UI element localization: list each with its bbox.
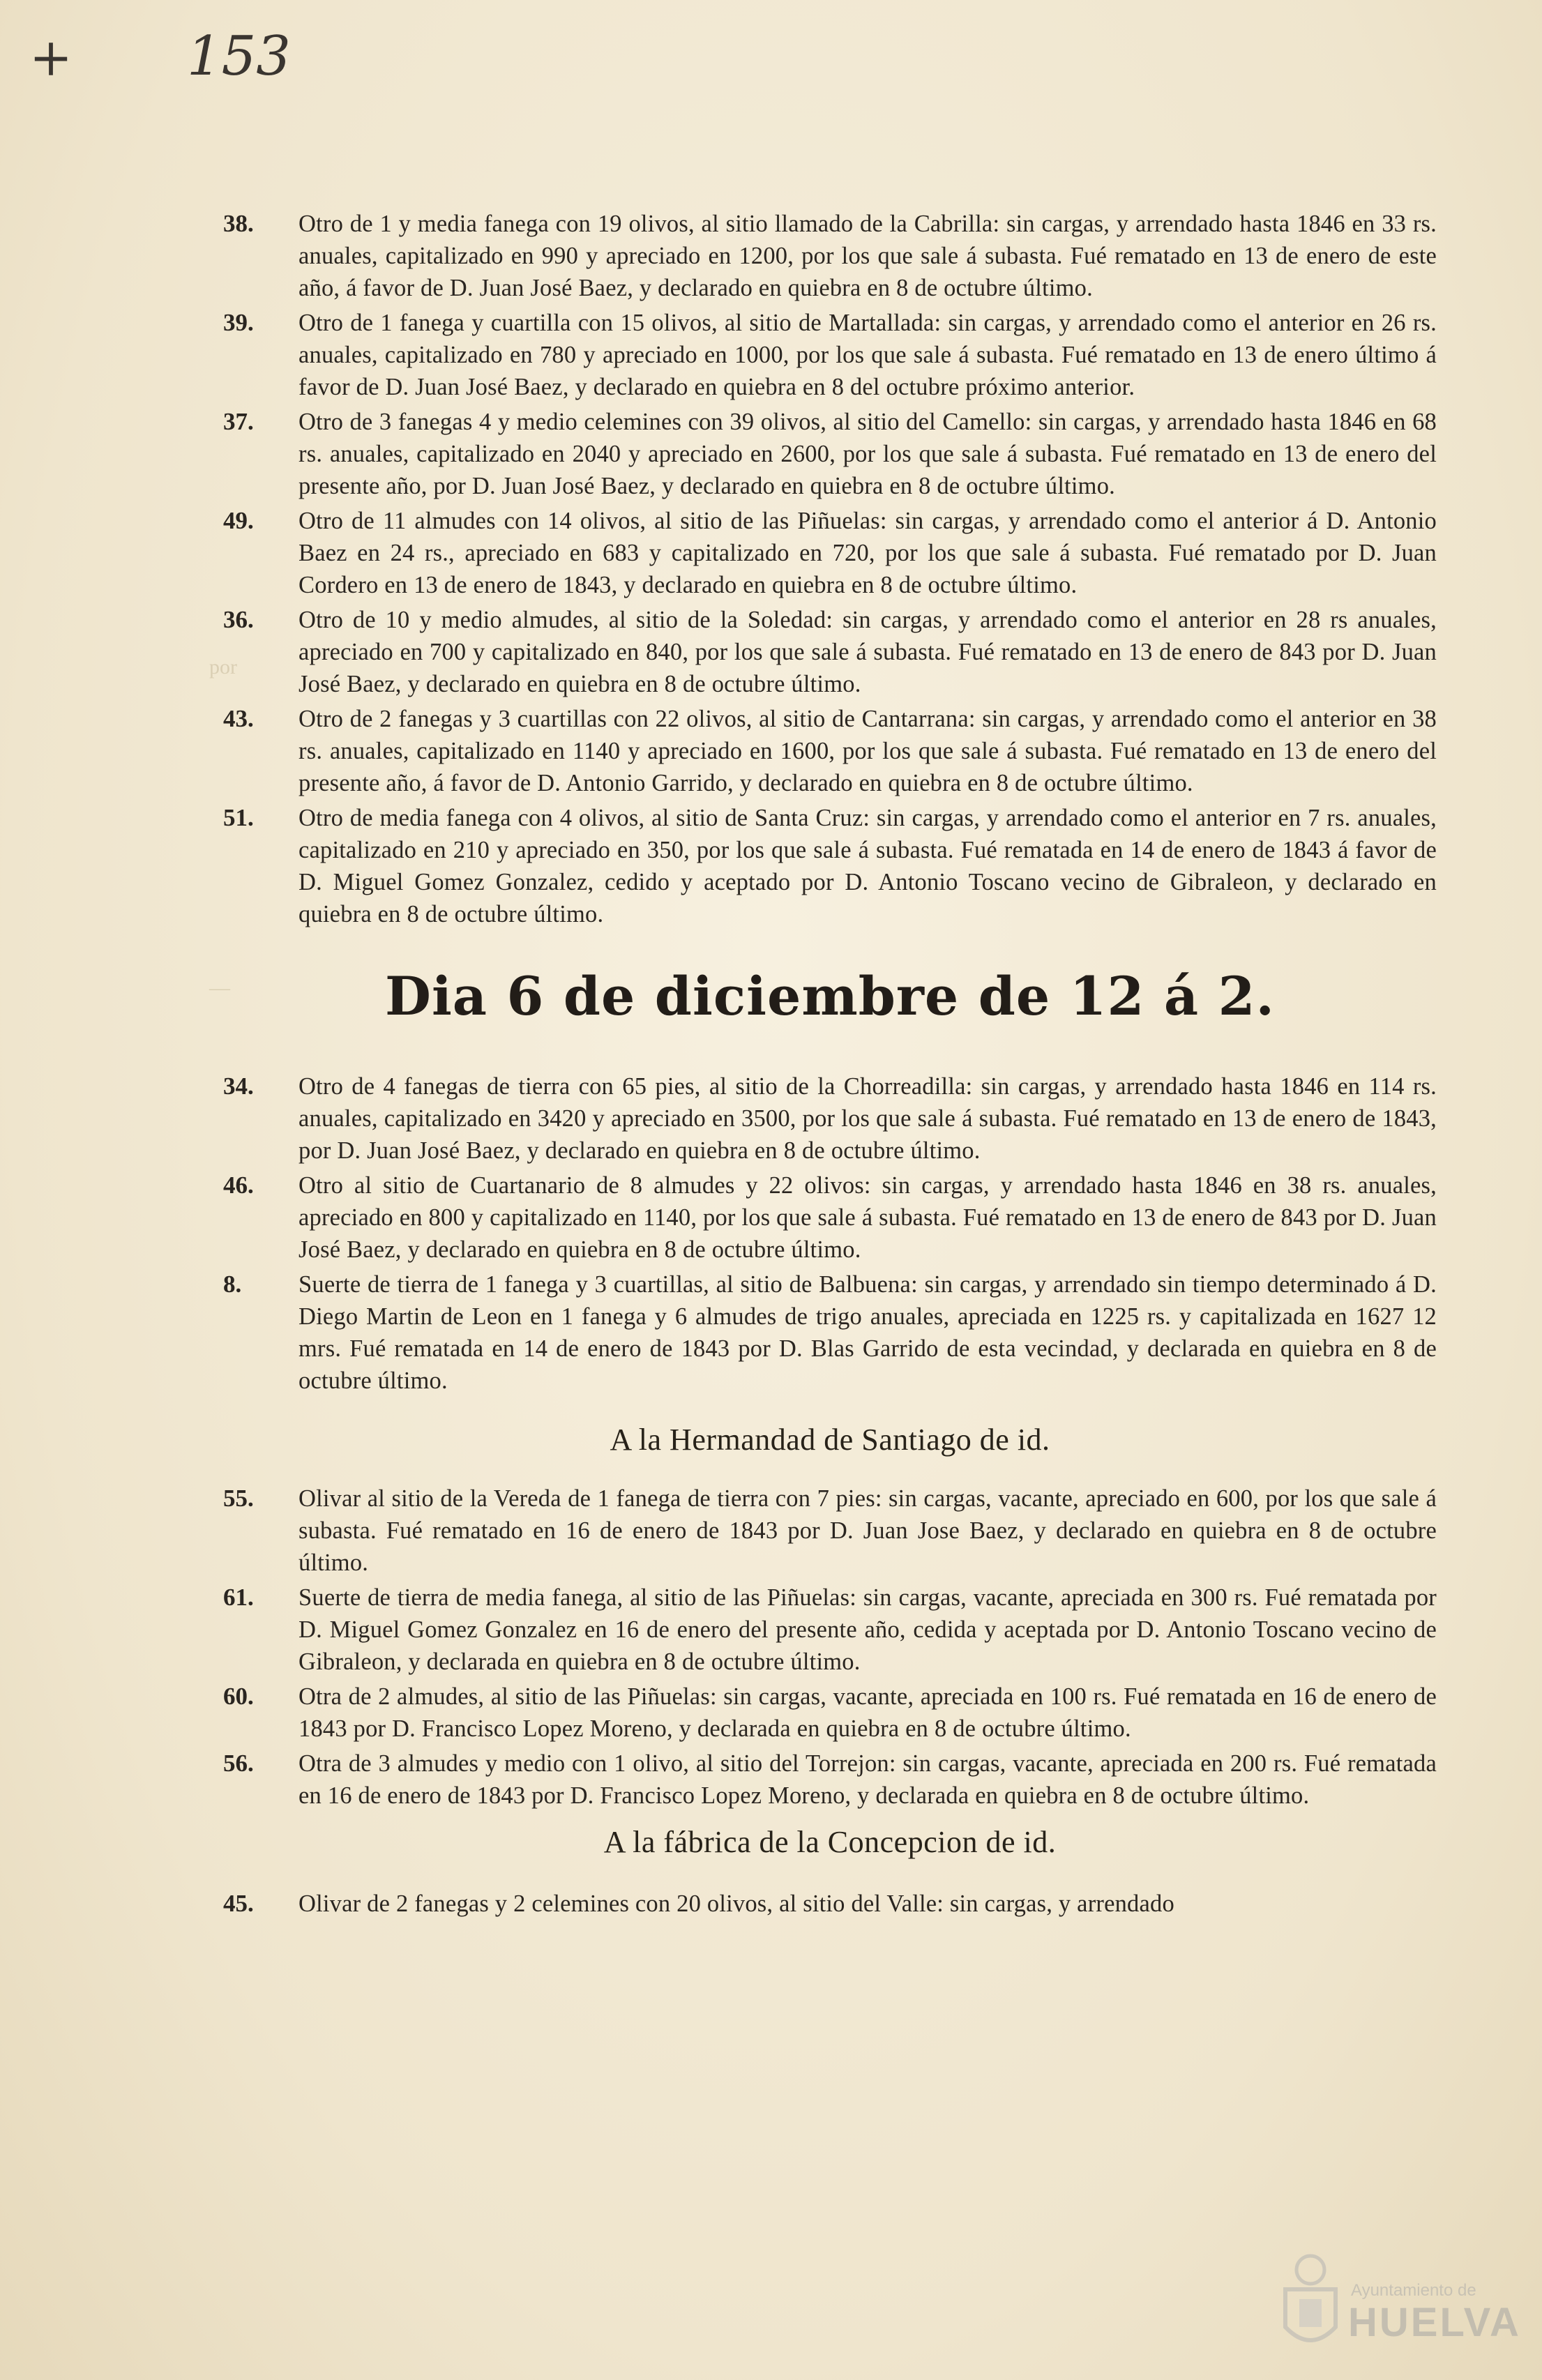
entry-text: Otra de 3 almudes y medio con 1 olivo, al sitio del Torrejon: sin cargas, vacante, apreciada en 200 rs. Fué rematada en 16 de enero de 1843 por D. Francisco Lopez Moreno, y declarada en quiebra en 8 de octubre último.	[298, 1750, 1437, 1809]
entry-number: 46.	[223, 1172, 254, 1199]
entry-number: 60.	[223, 1683, 254, 1710]
entry-text: Otro de 10 y medio almudes, al sitio de la Soledad: sin cargas, y arrendado como el anterior en 28 rs anuales, apreciado en 700 y capitalizado en 840, por los que sale á subasta. Fué rematado en 13 de enero de 843 por D. Juan José Baez, y declarado en quiebra en 8 de octubre último.	[298, 607, 1437, 697]
entry-text: Otro de 3 fanegas 4 y medio celemines con 39 olivos, al sitio del Camello: sin cargas, y arrendado hasta 1846 en 68 rs. anuales, capitalizado en 2040 y apreciado en 2600, por los que sale á subasta. Fué rematado en 13 de enero del presente año, por D. Juan José Baez, y declarado en quiebra en 8 de octubre último.	[298, 409, 1437, 499]
entry-number: 51.	[223, 804, 254, 831]
entry	[223, 604, 1437, 700]
entry-number: 45.	[223, 1890, 254, 1917]
entry	[223, 208, 1437, 304]
entry-number: 34.	[223, 1072, 254, 1100]
coat-of-arms-icon	[1276, 2250, 1345, 2355]
entry	[223, 1681, 1437, 1745]
entry	[223, 505, 1437, 601]
watermark-logo	[1276, 2250, 1521, 2355]
entry	[223, 1070, 1437, 1167]
entries-section-1	[223, 208, 1437, 930]
entry-text: Otro de 4 fanegas de tierra con 65 pies, al sitio de la Chorreadilla: sin cargas, y arrendado hasta 1846 en 114 rs. anuales, capitalizado en 3420 y apreciado en 3500, por los que sale á subasta. Fué rematado en 13 de enero de 1843, por D. Juan José Baez, y declarado en quiebra en 8 de octubre último.	[298, 1073, 1437, 1164]
entries-section-2	[223, 1070, 1437, 1397]
section-heading-date: Dia 6 de diciembre de 12 á 2.	[385, 965, 1275, 1027]
entry	[223, 307, 1437, 403]
section-heading-fabrica: A la fábrica de la Concepcion de id.	[603, 1825, 1057, 1859]
entry-number: 55.	[223, 1485, 254, 1512]
entry	[223, 1748, 1437, 1812]
bleed-through-mark: por	[209, 655, 237, 679]
entry-number: 49.	[223, 507, 254, 534]
entry-text: Otro de 1 fanega y cuartilla con 15 olivos, al sitio de Martallada: sin cargas, y arrendado como el anterior en 26 rs. anuales, capitalizado en 780 y apreciado en 1000, por los que sale á subasta. Fué rematado en 13 de enero último á favor de D. Juan José Baez, y declarado en quiebra en 8 del octubre próximo anterior.	[298, 310, 1437, 400]
entry-number: 61.	[223, 1584, 254, 1611]
entry-text: Otro de 1 y media fanega con 19 olivos, al sitio llamado de la Cabrilla: sin cargas, y arrendado hasta 1846 en 33 rs. anuales, capitalizado en 990 y apreciado en 1200, por los que sale á subasta. Fué rematado en 13 de enero de este año, á favor de D. Juan José Baez, y declarado en quiebra en 8 de octubre último.	[298, 211, 1437, 301]
entry-text: Otro de media fanega con 4 olivos, al sitio de Santa Cruz: sin cargas, y arrendado como el anterior en 7 rs. anuales, capitalizado en 210 y apreciado en 350, por los que sale á subasta. Fué rematada en 14 de enero de 1843 á favor de D. Miguel Gomez Gonzalez, cedido y aceptado por D. Antonio Toscano vecino de Gibraleon, y declarado en quiebra en 8 de octubre último.	[298, 805, 1437, 927]
entry-number: 39.	[223, 309, 254, 336]
entries-section-3	[223, 1483, 1437, 1812]
entry-text: Otro de 11 almudes con 14 olivos, al sitio de las Piñuelas: sin cargas, y arrendado como el anterior á D. Antonio Baez en 24 rs., apreciado en 683 y capitalizado en 720, por los que sale á subasta. Fué rematado por D. Juan Cordero en 13 de enero de 1843, y declarado en quiebra en 8 de octubre último.	[298, 508, 1437, 598]
entry	[223, 1582, 1437, 1678]
entry-number: 37.	[223, 408, 254, 435]
entry-text: Otro de 2 fanegas y 3 cuartillas con 22 olivos, al sitio de Cantarrana: sin cargas, y arrendado como el anterior en 38 rs. anuales, capitalizado en 1140 y apreciado en 1600, por los que sale á subasta. Fué rematado en 13 de enero del presente año, á favor de D. Antonio Garrido, y declarado en quiebra en 8 de octubre último.	[298, 706, 1437, 796]
entry-text: Olivar al sitio de la Vereda de 1 fanega de tierra con 7 pies: sin cargas, vacante, apreciado en 600, por los que sale á subasta. Fué rematado en 16 de enero de 1843 por D. Juan Jose Baez, y declarado en quiebra en 8 de octubre último.	[298, 1485, 1437, 1576]
entry	[223, 1169, 1437, 1266]
entry-text: Otro al sitio de Cuartanario de 8 almudes y 22 olivos: sin cargas, y arrendado hasta 1846 en 38 rs. anuales, apreciado en 800 y capitalizado en 1140, por los que sale á subasta. Fué rematado en 13 de enero de 843 por D. Juan José Baez, y declarado en quiebra en 8 de octubre último.	[298, 1172, 1437, 1263]
entry-number: 56.	[223, 1750, 254, 1777]
entry-text: Suerte de tierra de 1 fanega y 3 cuartillas, al sitio de Balbuena: sin cargas, y arrendado sin tiempo determinado á D. Diego Martin de Leon en 1 fanega y 6 almudes de trigo anuales, apreciada en 1225 rs. y capitalizada en 1627 12 mrs. Fué rematada en 14 de enero de 1843 por D. Blas Garrido de esta vecindad, y declarada en quiebra en 8 de octubre último.	[298, 1271, 1437, 1394]
entry-number: 38.	[223, 210, 254, 237]
entry-text: Suerte de tierra de media fanega, al sitio de las Piñuelas: sin cargas, vacante, apreciada en 300 rs. Fué rematada por D. Miguel Gomez Gonzalez en 16 de enero del presente año, cedida y aceptada por D. Antonio Toscano vecino de Gibraleon, y declarada en quiebra en 8 de octubre último.	[298, 1584, 1437, 1675]
handwritten-folio-number: 153	[187, 25, 291, 88]
document-body	[223, 208, 1437, 1923]
entry	[223, 1268, 1437, 1397]
entry	[223, 406, 1437, 502]
handwritten-mark: +	[29, 28, 73, 88]
entry-text: Olivar de 2 fanegas y 2 celemines con 20 olivos, al sitio del Valle: sin cargas, y arrendado	[298, 1890, 1174, 1917]
entries-section-4	[223, 1888, 1437, 1920]
entry	[223, 1888, 1437, 1920]
section-heading-santiago: A la Hermandad de Santiago de id.	[610, 1423, 1050, 1457]
entry-number: 43.	[223, 705, 254, 732]
entry-number: 36.	[223, 606, 254, 633]
watermark-line-1: Ayuntamiento de	[1351, 2281, 1476, 2300]
watermark-line-2: HUELVA	[1348, 2300, 1521, 2345]
entry-text: Otra de 2 almudes, al sitio de las Piñuelas: sin cargas, vacante, apreciada en 100 rs. Fué rematada en 16 de enero de 1843 por D. Francisco Lopez Moreno, y declarada en quiebra en 8 de octubre último.	[298, 1683, 1437, 1742]
entry-number: 8.	[223, 1271, 242, 1298]
entry	[223, 802, 1437, 930]
bleed-through-mark: —	[209, 976, 230, 999]
entry	[223, 1483, 1437, 1579]
entry	[223, 703, 1437, 799]
